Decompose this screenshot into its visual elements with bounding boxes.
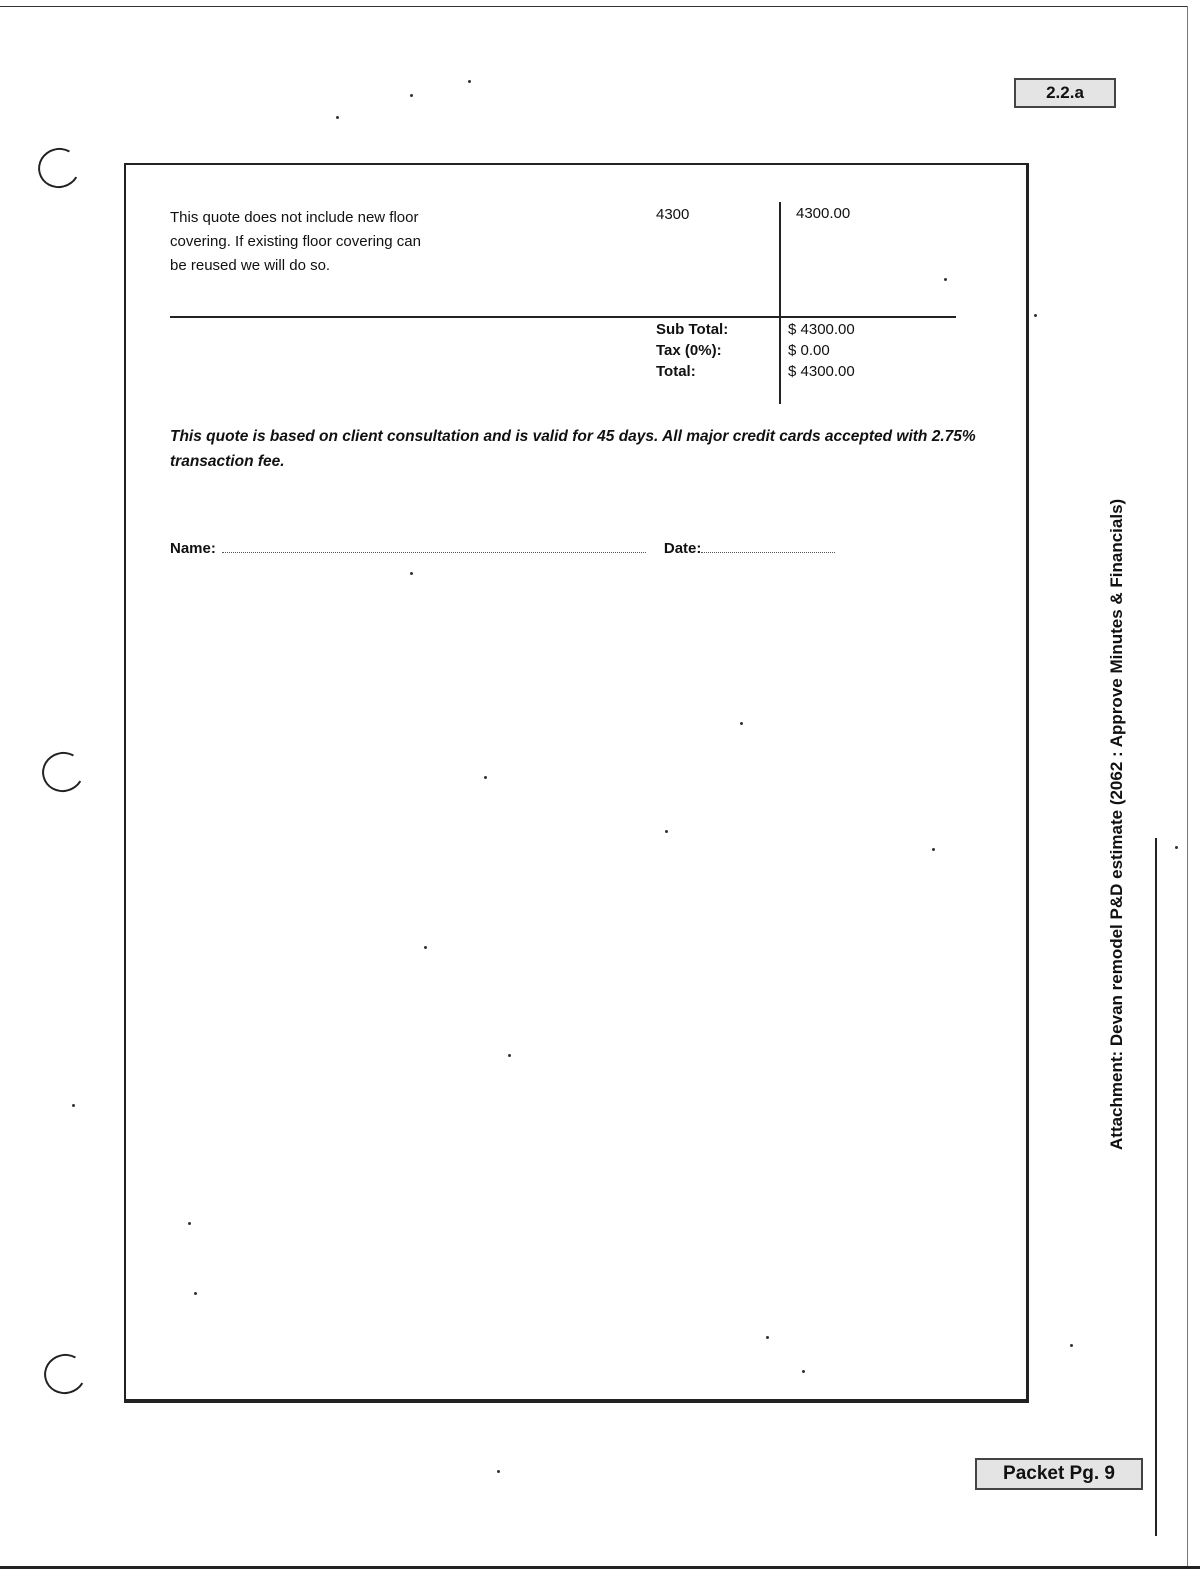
- scan-speck: [1070, 1344, 1073, 1347]
- scan-speck: [802, 1370, 805, 1373]
- terms-text: This quote is based on client consultation and is valid for 45 days. All major credit cards accepted with 2.75% transaction fee.: [170, 428, 976, 470]
- punch-hole-middle: [38, 747, 89, 797]
- scan-speck: [410, 572, 413, 575]
- scan-speck: [484, 776, 487, 779]
- punch-hole-bottom: [40, 1349, 91, 1399]
- scan-speck: [188, 1222, 191, 1225]
- signature-row: [170, 538, 835, 557]
- scan-speck: [72, 1104, 75, 1107]
- scan-speck: [944, 278, 947, 281]
- subtotal-label: Sub Total:: [656, 321, 729, 338]
- page-edge-bottom: [0, 1566, 1200, 1569]
- scan-speck: [468, 80, 471, 83]
- tax-label: Tax (0%):: [656, 342, 722, 359]
- scan-speck: [766, 1336, 769, 1339]
- column-divider-upper: [779, 202, 781, 318]
- date-field[interactable]: [701, 538, 835, 553]
- scan-speck: [194, 1292, 197, 1295]
- totals-values: [788, 319, 855, 382]
- total-label: Total:: [656, 363, 696, 380]
- line-item-amount: 4300.00: [796, 205, 851, 222]
- scan-speck: [410, 94, 413, 97]
- line-item-description: This quote does not include new floor covering. If existing floor covering can be reused we will do so.: [170, 209, 421, 274]
- scan-speck: [932, 848, 935, 851]
- total-value: $ 4300.00: [788, 363, 855, 380]
- attachment-side-note: Attachment: Devan remodel P&D estimate (2062 : Approve Minutes & Financials): [1107, 498, 1126, 1150]
- name-field[interactable]: [222, 538, 646, 553]
- scan-speck: [424, 946, 427, 949]
- page-edge-right: [1187, 6, 1188, 1566]
- totals-labels: [656, 319, 728, 382]
- subtotal-value: $ 4300.00: [788, 321, 855, 338]
- scan-speck: [497, 1470, 500, 1473]
- row-divider: [170, 316, 956, 318]
- scan-speck: [740, 722, 743, 725]
- scan-speck: [1175, 846, 1178, 849]
- line-item-quantity: 4300: [656, 206, 690, 223]
- punch-hole-top: [34, 143, 85, 193]
- item-number-stamp: 2.2.a: [1014, 78, 1116, 108]
- date-label: Date:: [663, 540, 702, 557]
- tax-value: $ 0.00: [788, 342, 830, 359]
- column-divider-lower: [779, 318, 781, 404]
- side-rule: [1155, 838, 1157, 1536]
- scan-speck: [1034, 314, 1037, 317]
- name-label: Name:: [170, 540, 216, 557]
- scan-speck: [665, 830, 668, 833]
- packet-page-stamp: Packet Pg. 9: [975, 1458, 1143, 1490]
- scan-speck: [336, 116, 339, 119]
- quote-frame: [124, 163, 1029, 1403]
- scan-speck: [508, 1054, 511, 1057]
- page-edge-top: [0, 6, 1188, 7]
